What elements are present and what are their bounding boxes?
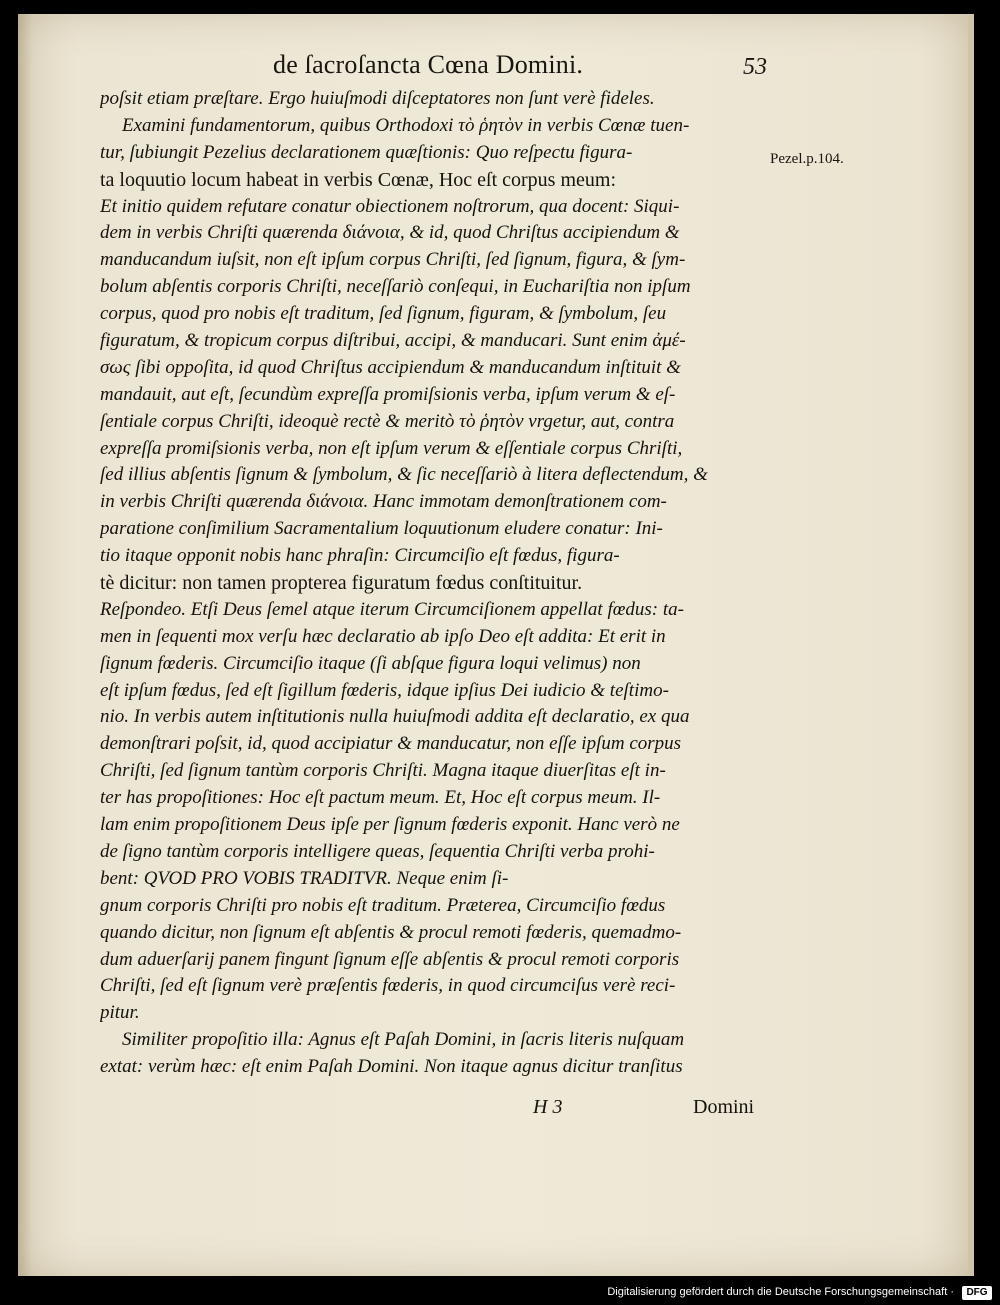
text-line: ſentiale corpus Chriſti, ideoquè rectè & meritò τὸ ῥητὸν vrgetur, aut, contra [100,410,675,432]
page-edge [968,14,974,1276]
text-line: tè dicitur: non tamen propterea figuratum fœdus conſtituitur. [100,572,583,595]
text-line: Similiter propoſitio illa: Agnus eſt Paſah Domini, in ſacris literis nuſquam [122,1029,685,1051]
text-line: nio. In verbis autem inſtitutionis nulla huiuſmodi addita eſt declaratio, ex qua [100,706,690,728]
text-line: expreſſa promiſsionis verba, non eſt ipſum verum & eſſentiale corpus Chriſti, [100,437,683,459]
text-line: figuratum, & tropicum corpus diſtribui, accipi, & manducari. Sunt enim ἀμέ- [100,330,686,352]
text-line: ter has propoſitiones: Hoc eſt pactum meum. Et, Hoc eſt corpus meum. Il- [100,787,661,809]
catchword: Domini [693,1096,755,1118]
footer-credit: Digitalisierung gefördert durch die Deutsche Forschungsgemeinschaft · [607,1286,954,1298]
text-line: corpus, quod pro nobis eſt traditum, ſed ſignum, figuram, & ſymbolum, ſeu [100,303,667,325]
running-head: de ſacroſancta Cœna Domini. [273,50,584,79]
text-line: ta loquutio locum habeat in verbis Cœnæ, Hoc eſt corpus meum: [100,168,617,191]
signature-mark: H 3 [533,1096,563,1118]
text-line: men in ſequenti mox verſu hæc declaratio ab ipſo Deo eſt addita: Et erit in [100,625,666,647]
text-line: σως ſibi oppoſita, id quod Chriſtus accipiendum & manducandum inſtituit & [100,356,681,378]
text-line: tur, ſubiungit Pezelius declarationem quæſtionis: Quo reſpectu figura- [100,141,633,163]
text-line: dum aduerſarij panem fingunt ſignum eſſe abſentis & procul remoti corporis [100,948,680,970]
footer-bar [0,1283,1000,1305]
text-line: dem in verbis Chriſti quærenda διάνοια, & id, quod Chriſtus accipiendum & [100,222,680,244]
text-line: demonſtrari poſsit, id, quod accipiatur & manducatur, non eſſe ipſum corpus [100,733,682,755]
text-line: lam enim propoſitionem Deus ipſe per ſignum fœderis exponit. Hanc verò ne [100,814,680,836]
text-line: Chriſti, ſed ſignum tantùm corporis Chriſti. Magna itaque diuerſitas eſt in- [100,760,666,782]
text-line: quando dicitur, non ſignum eſt abſentis & procul remoti fœderis, quemadmo- [100,921,682,943]
text-line: Reſpondeo. Etſi Deus ſemel atque iterum Circumciſionem appellat fœdus: ta- [100,598,684,620]
page-number: 53 [743,54,767,80]
text-line: de ſigno tantùm corporis intelligere queas, ſequentia Chriſti verba prohi- [100,840,655,862]
text-line: Examini fundamentorum, quibus Orthodoxi τὸ ῥητὸν in verbis Cœnæ tuen- [122,114,690,136]
margin-note: Pezel.p.104. [770,151,844,167]
text-line: Chriſti, ſed eſt ſignum verè præſentis fœderis, in quod circumciſus verè reci- [100,975,676,997]
text-line: eſt ipſum fœdus, ſed eſt ſigillum fœderis, idque ipſius Dei iudicio & teſtimo- [100,679,669,701]
text-line: poſsit etiam præſtare. Ergo huiuſmodi diſceptatores non ſunt verè fideles. [100,88,655,109]
text-line: gnum corporis Chriſti pro nobis eſt traditum. Præterea, Circumciſio fœdus [100,894,666,916]
dfg-logo: DFG [962,1286,992,1300]
text-line: paratione conſimilium Sacramentalium loquutionum eludere conatur: Ini- [100,518,663,540]
book-page [18,14,974,1276]
text-line: mandauit, aut eſt, ſecundùm expreſſa promiſsionis verba, ipſum verum & eſ- [100,383,676,405]
text-line: ſignum fœderis. Circumciſio itaque (ſi abſque figura loqui velimus) non [100,652,641,674]
text-line: manducandum iuſsit, non eſt ipſum corpus Chriſti, ſed ſignum, figura, & ſym- [100,249,686,271]
text-line: tio itaque opponit nobis hanc phraſin: Circumciſio eſt fœdus, figura- [100,545,620,567]
text-line: pitur. [100,1002,140,1024]
text-line: Et initio quidem refutare conatur obiectionem noſtrorum, qua docent: Siqui- [100,195,680,217]
text-line: ſed illius abſentis ſignum & ſymbolum, & ſic neceſſariò à litera deflectendum, & [100,464,708,486]
text-line: in verbis Chriſti quærenda διάνοια. Hanc immotam demonſtrationem com- [100,491,667,513]
text-line: extat: verùm hæc: eſt enim Paſah Domini. Non itaque agnus dicitur tranſitus [100,1056,683,1078]
text-line: bent: QVOD PRO VOBIS TRADITVR. Neque enim ſi- [100,867,509,889]
body-text [100,86,772,1081]
text-line: bolum abſentis corporis Chriſti, neceſſariò conſequi, in Euchariſtia non ipſum [100,276,691,298]
